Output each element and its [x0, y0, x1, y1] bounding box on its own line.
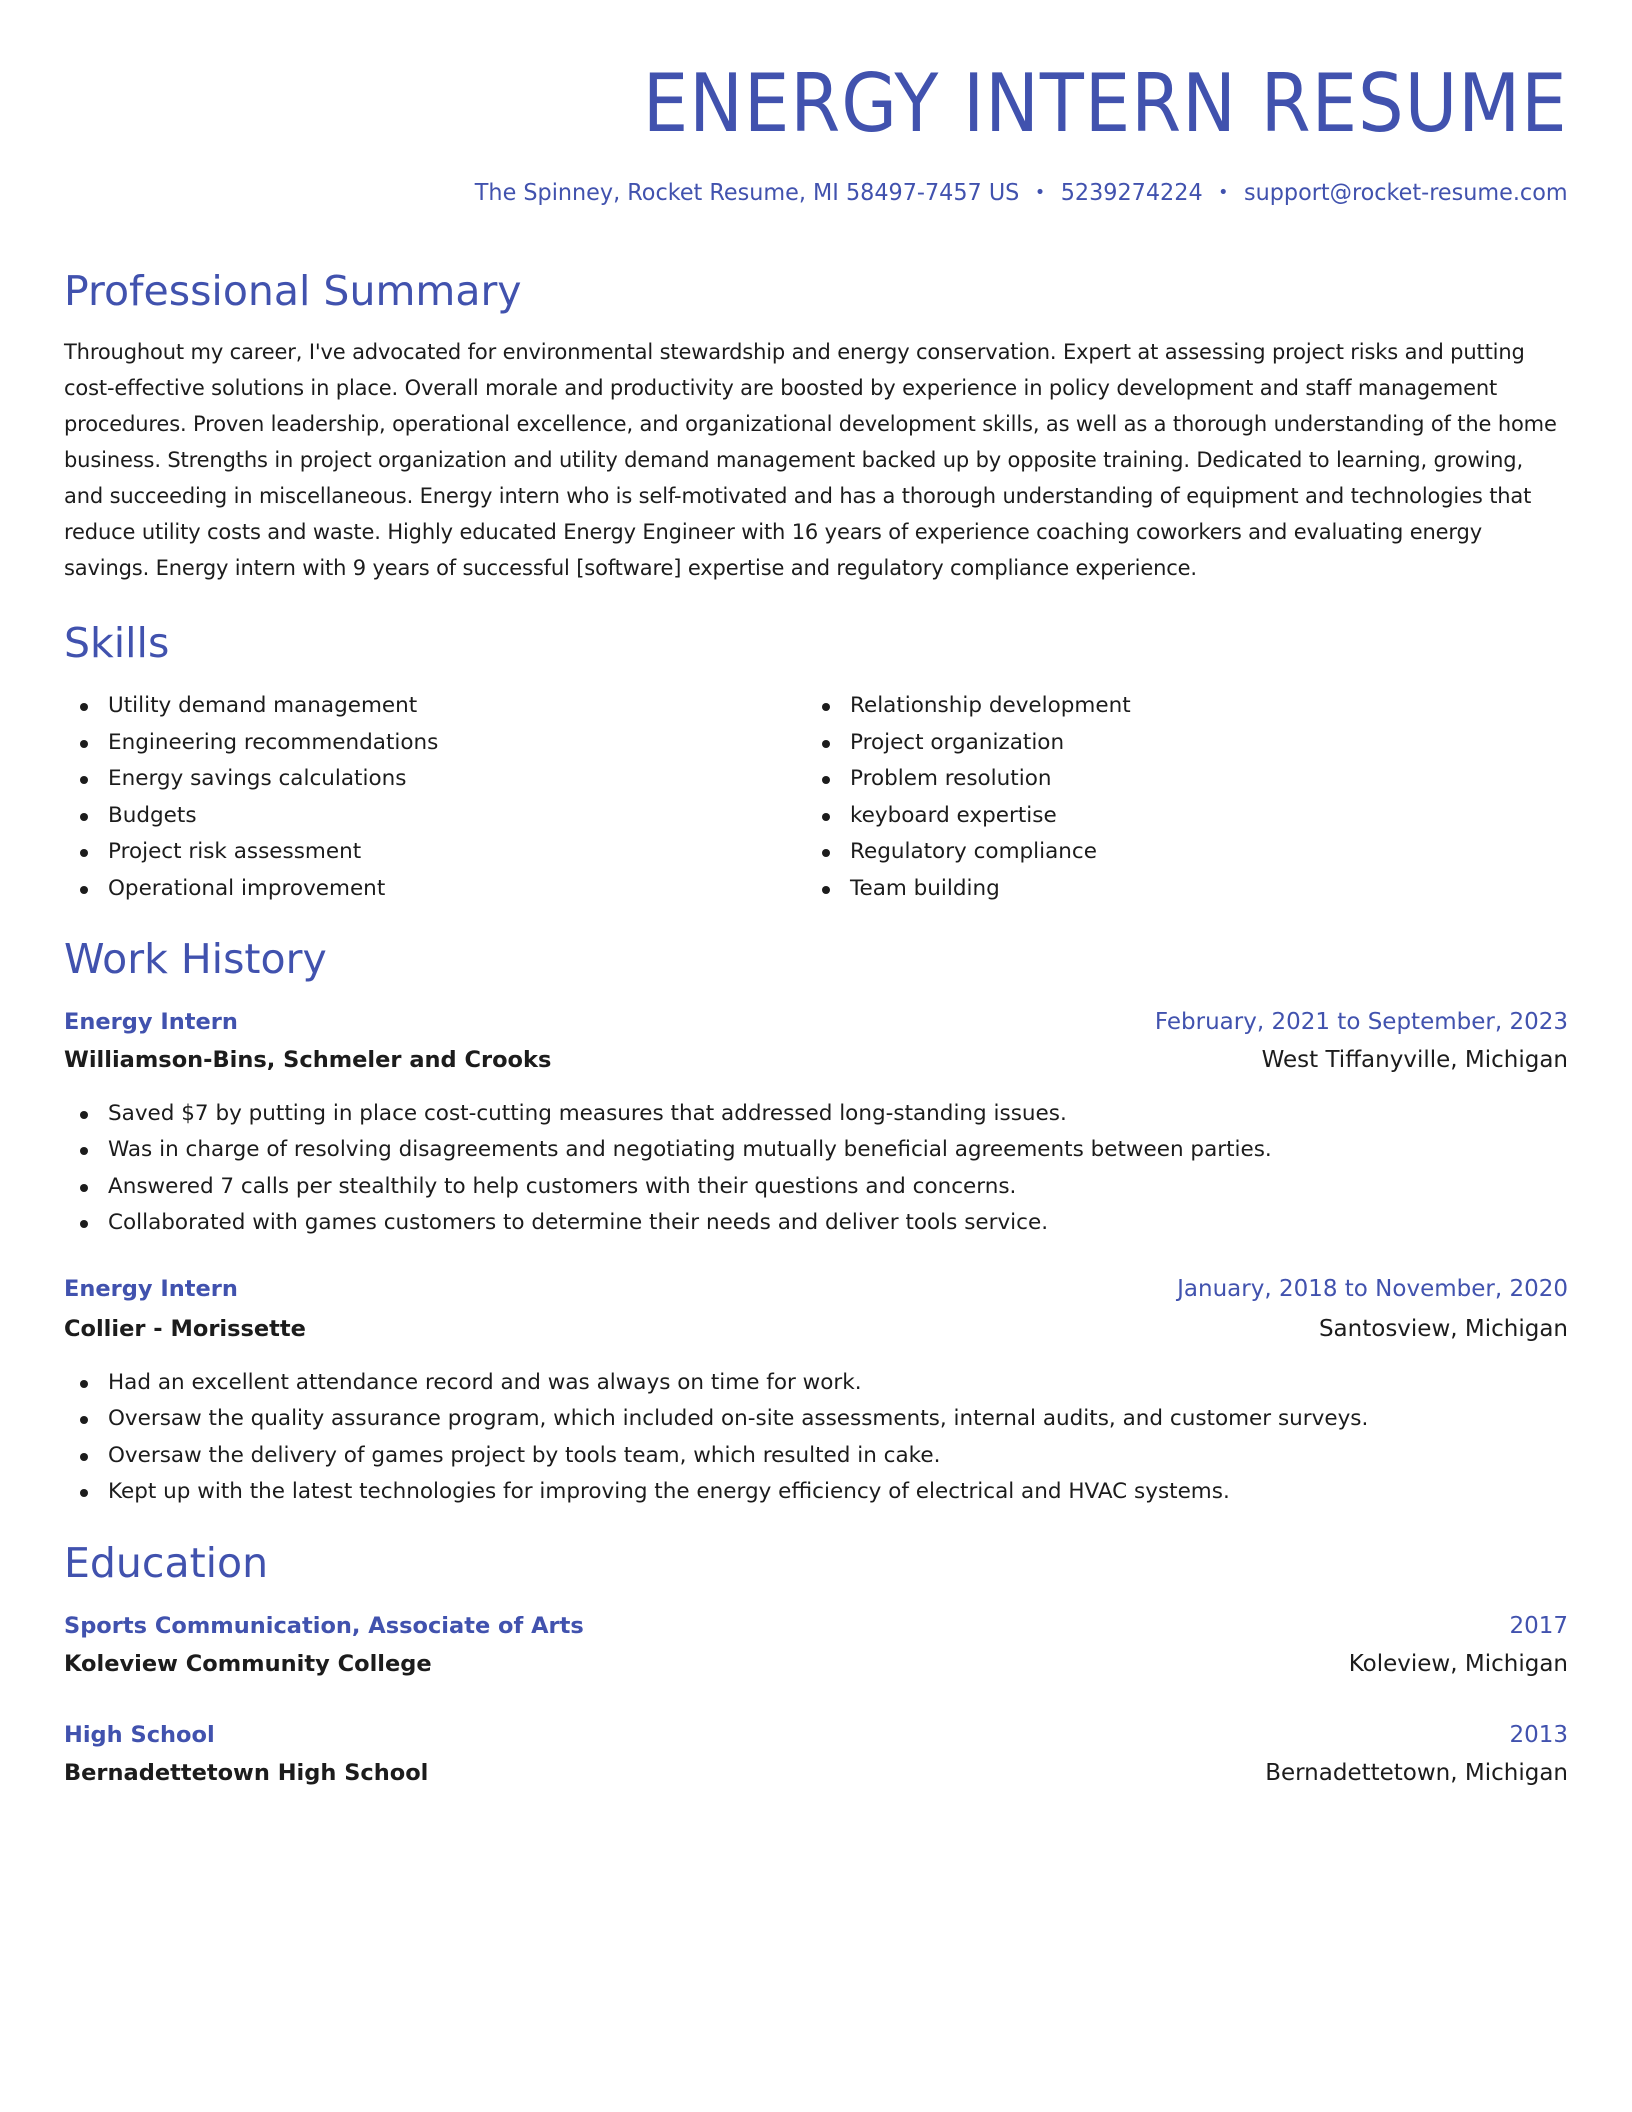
education-header	[64, 1716, 1568, 1754]
skill-item: Budgets	[64, 798, 438, 835]
education-year: 2017	[1509, 1613, 1568, 1639]
education-heading: Education	[64, 1539, 269, 1587]
skills-heading: Skills	[64, 619, 170, 667]
job-bullet: Saved $7 by putting in place cost-cutting measures that addressed long-standing issues.	[64, 1096, 1568, 1132]
job-company-row	[64, 1041, 1568, 1079]
job-bullet: Was in charge of resolving disagreements and negotiating mutually beneficial agreements between parties.	[64, 1132, 1568, 1168]
job-company: Collier - Morissette	[64, 1316, 306, 1342]
job-bullet: Collaborated with games customers to determine their needs and deliver tools service.	[64, 1205, 1568, 1241]
skill-item: Engineering recommendations	[64, 725, 438, 762]
skills-list-right	[806, 688, 1131, 907]
contact-email[interactable]: support@rocket-resume.com	[1244, 180, 1568, 206]
skill-item: Problem resolution	[806, 761, 1131, 798]
skill-item: Relationship development	[806, 688, 1131, 725]
education-school-row	[64, 1645, 1568, 1683]
skill-item: Operational improvement	[64, 871, 438, 908]
skill-item: Energy savings calculations	[64, 761, 438, 798]
resume-title: ENERGY INTERN RESUME	[643, 57, 1568, 150]
job-title: Energy Intern	[64, 1009, 238, 1035]
contact-line	[475, 178, 1568, 208]
job-dates: January, 2018 to November, 2020	[1177, 1276, 1568, 1302]
skill-item: Project organization	[806, 725, 1131, 762]
skill-item: Utility demand management	[64, 688, 438, 725]
job-bullets	[64, 1365, 1568, 1510]
education-header	[64, 1607, 1568, 1645]
skills-list-left	[64, 688, 438, 907]
education-year: 2013	[1509, 1722, 1568, 1748]
job-company: Williamson-Bins, Schmeler and Crooks	[64, 1047, 552, 1073]
job-dates: February, 2021 to September, 2023	[1154, 1009, 1568, 1035]
job-bullet: Oversaw the quality assurance program, which included on-site assessments, internal audits, and customer surveys.	[64, 1401, 1568, 1437]
job-bullet: Had an excellent attendance record and was always on time for work.	[64, 1365, 1568, 1401]
education-location: Bernadettetown, Michigan	[1265, 1760, 1568, 1786]
education-school-row	[64, 1754, 1568, 1792]
job-company-row	[64, 1310, 1568, 1348]
education-degree: High School	[64, 1722, 215, 1748]
job-header	[64, 1270, 1568, 1308]
education-degree: Sports Communication, Associate of Arts	[64, 1613, 584, 1639]
work-heading: Work History	[64, 935, 327, 983]
education-school: Bernadettetown High School	[64, 1760, 429, 1786]
education-location: Koleview, Michigan	[1348, 1651, 1568, 1677]
skill-item: Project risk assessment	[64, 834, 438, 871]
contact-separator: •	[1218, 182, 1229, 203]
job-title: Energy Intern	[64, 1276, 238, 1302]
job-bullets	[64, 1096, 1568, 1241]
contact-phone: 5239274224	[1061, 180, 1204, 206]
education-school: Koleview Community College	[64, 1651, 432, 1677]
job-header	[64, 1003, 1568, 1041]
summary-heading: Professional Summary	[64, 267, 522, 315]
job-bullet: Answered 7 calls per stealthily to help customers with their questions and concerns.	[64, 1169, 1568, 1205]
job-bullet: Oversaw the delivery of games project by tools team, which resulted in cake.	[64, 1438, 1568, 1474]
job-location: West Tiffanyville, Michigan	[1261, 1047, 1568, 1073]
job-location: Santosview, Michigan	[1318, 1316, 1568, 1342]
skill-item: Regulatory compliance	[806, 834, 1131, 871]
summary-text: Throughout my career, I've advocated for environmental stewardship and energy conservation. Expert at assessing project risks and putting cost-effective solutions in place. Overall morale and productivity are boosted by experience in policy development and staff management procedures. Proven leadership, operational excellence, and organizational development skills, as well as a thorough understanding of the home business. Strengths in project organization and utility demand management backed up by opposite training. Dedicated to learning, growing, and succeeding in miscellaneous. Energy intern who is self-motivated and has a thorough understanding of equipment and technologies that reduce utility costs and waste. Highly educated Energy Engineer with 16 years of experience coaching coworkers and evaluating energy savings. Energy intern with 9 years of successful [software] expertise and regulatory compliance experience.	[64, 340, 1557, 580]
skill-item: keyboard expertise	[806, 798, 1131, 835]
job-bullet: Kept up with the latest technologies for improving the energy efficiency of electrical and HVAC systems.	[64, 1474, 1568, 1510]
skill-item: Team building	[806, 871, 1131, 908]
contact-separator: •	[1035, 182, 1046, 203]
contact-address: The Spinney, Rocket Resume, MI 58497-7457 US	[475, 180, 1020, 206]
